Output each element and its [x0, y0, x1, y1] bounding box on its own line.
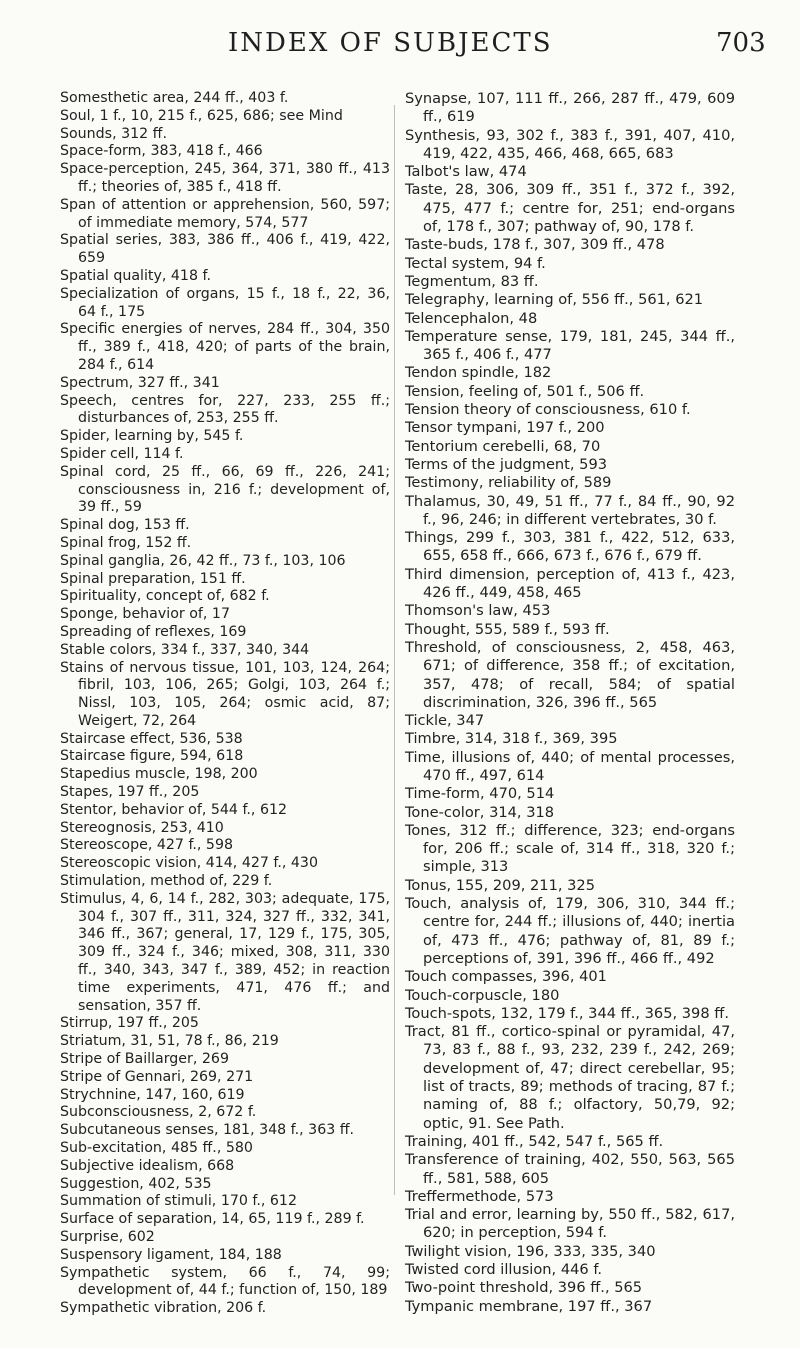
index-entry: Surprise, 602	[60, 1229, 155, 1245]
index-entry: Tectal system, 94 f.	[405, 254, 546, 272]
index-entry: Taste-buds, 178 f., 307, 309 ff., 478	[405, 236, 665, 254]
index-entry: Tensor tympani, 197 f., 200	[405, 419, 605, 437]
index-entry: Specific energies of nerves, 284 ff., 304, 350 ff., 389 f., 418, 420; of parts of the brain, 284 f., 614	[60, 321, 390, 373]
index-entry: Tones, 312 ff.; difference, 323; end-organs for, 206 ff.; scale of, 314 ff., 318, 320 f.; simple, 313	[405, 821, 735, 876]
index-entry: Space-perception, 245, 364, 371, 380 ff., 413 ff.; theories of, 385 f., 418 ff.	[60, 161, 390, 195]
index-entry: Touch-corpuscle, 180	[405, 986, 560, 1004]
index-entry: Tone-color, 314, 318	[405, 803, 555, 821]
index-column-left	[60, 90, 390, 1318]
index-entry: Two-point threshold, 396 ff., 565	[405, 1279, 643, 1297]
page-header	[0, 28, 800, 68]
index-entry: Somesthetic area, 244 ff., 403 f.	[60, 90, 289, 106]
index-entry: Summation of stimuli, 170 f., 612	[60, 1193, 297, 1210]
index-entry: Stereoscope, 427 f., 598	[60, 837, 234, 854]
index-entry: Spatial series, 383, 386 ff., 406 f., 419, 422, 659	[60, 232, 390, 267]
index-entry: Tendon spindle, 182	[405, 364, 552, 382]
index-entry: Touch, analysis of, 179, 306, 310, 344 ff.; centre for, 244 ff.; illusions of, 440; inertia of, 473 ff., 476; pathway of, 81, 89 f.; perceptions of, 391, 396 ff., 466 ff., 492	[405, 895, 735, 967]
index-entry: Spectrum, 327 ff., 341	[60, 374, 220, 391]
index-entry: Tegmentum, 83 ff.	[405, 272, 539, 290]
index-entry: Threshold, of consciousness, 2, 458, 463, 671; of difference, 358 ff.; of excitation, 357, 478; of recall, 584; of spatial discrimination, 326, 396 ff., 565	[405, 638, 735, 711]
index-entry: Stimulus, 4, 6, 14 f., 282, 303; adequate, 175, 304 f., 307 ff., 311, 324, 327 ff., 332, 341, 346 ff., 367; general, 17, 129 f., 175, 305, 309 ff., 324 f., 346; mixed, 308, 311, 330 ff., 340, 343, 347 f., 389, 452; in reaction time experiments, 471, 476 ff.; and sensation, 357 ff.	[60, 890, 390, 1014]
index-entry: Stripe of Baillarger, 269	[60, 1051, 229, 1068]
index-entry: Trial and error, learning by, 550 ff., 582, 617, 620; in perception, 594 f.	[405, 1206, 735, 1242]
index-entry: Strychnine, 147, 160, 619	[60, 1086, 245, 1103]
index-entry: Stable colors, 334 f., 337, 340, 344	[60, 641, 310, 658]
index-entry: Talbot's law, 474	[405, 163, 527, 181]
index-entry: Things, 299 f., 303, 381 f., 422, 512, 633, 655, 658 ff., 666, 673 f., 676 f., 679 ff.	[405, 529, 735, 565]
running-title: INDEX OF SUBJECTS	[228, 28, 553, 58]
index-entry: Synthesis, 93, 302 f., 383 f., 391, 407, 410, 419, 422, 435, 466, 468, 665, 683	[405, 126, 735, 162]
index-entry: Tract, 81 ff., cortico-spinal or pyramidal, 47, 73, 83 f., 88 f., 93, 232, 239 f., 242, 269; development of, 47; direct cerebellar, 95; list of tracts, 89; methods of tracing, 87 f.; naming of, 88 f.; olfactory, 50,79, 92; optic, 91. See Path.	[405, 1023, 735, 1132]
index-entry: Staircase effect, 536, 538	[60, 730, 243, 747]
index-entry: Striatum, 31, 51, 78 f., 86, 219	[60, 1033, 279, 1050]
index-entry: Tympanic membrane, 197 ff., 367	[405, 1297, 653, 1315]
index-entry: Stains of nervous tissue, 101, 103, 124, 264; fibril, 103, 106, 265; Golgi, 103, 264 f.; Nissl, 103, 105, 264; osmic acid, 87; Weigert, 72, 264	[60, 659, 390, 729]
index-entry: Stripe of Gennari, 269, 271	[60, 1068, 254, 1085]
index-entry: Surface of separation, 14, 65, 119 f., 289 f.	[60, 1211, 365, 1228]
index-entry: Twilight vision, 196, 333, 335, 340	[405, 1242, 656, 1260]
index-entry: Touch compasses, 396, 401	[405, 968, 607, 986]
index-entry: Spinal ganglia, 26, 42 ff., 73 f., 103, 106	[60, 552, 346, 569]
index-entry: Telegraphy, learning of, 556 ff., 561, 621	[405, 291, 704, 309]
index-entry: Suggestion, 402, 535	[60, 1175, 212, 1192]
index-entry: Space-form, 383, 418 f., 466	[60, 143, 263, 160]
index-entry: Stentor, behavior of, 544 f., 612	[60, 801, 288, 818]
index-entry: Specialization of organs, 15 f., 18 f., 22, 36, 64 f., 175	[60, 285, 390, 320]
index-entry: Subcutaneous senses, 181, 348 f., 363 ff.	[60, 1122, 355, 1139]
index-entry: Thought, 555, 589 f., 593 ff.	[405, 620, 610, 638]
index-entry: Stimulation, method of, 229 f.	[60, 873, 273, 890]
index-entry: Stirrup, 197 ff., 205	[60, 1015, 199, 1032]
index-entry: Suspensory ligament, 184, 188	[60, 1246, 282, 1263]
page-number: 703	[716, 28, 766, 58]
index-entry: Synapse, 107, 111 ff., 266, 287 ff., 479, 609 ff., 619	[405, 90, 735, 126]
index-entry: Third dimension, perception of, 413 f., 423, 426 ff., 449, 458, 465	[405, 565, 735, 602]
index-entry: Tension, feeling of, 501 f., 506 ff.	[405, 382, 645, 400]
index-entry: Spinal preparation, 151 ff.	[60, 570, 246, 587]
index-entry: Spinal dog, 153 ff.	[60, 517, 190, 534]
index-entry: Tonus, 155, 209, 211, 325	[405, 876, 595, 894]
index-entry: Speech, centres for, 227, 233, 255 ff.; disturbances of, 253, 255 ff.	[60, 392, 390, 427]
index-entry: Transference of training, 402, 550, 563, 565 ff., 581, 588, 605	[405, 1151, 735, 1187]
index-entry: Subconsciousness, 2, 672 f.	[60, 1104, 257, 1121]
index-entry: Sympathetic vibration, 206 f.	[60, 1300, 267, 1317]
index-entry: Stapes, 197 ff., 205	[60, 784, 200, 801]
column-divider	[394, 105, 395, 1195]
index-entry: Sponge, behavior of, 17	[60, 606, 230, 623]
index-entry: Thalamus, 30, 49, 51 ff., 77 f., 84 ff., 90, 92 f., 96, 246; in different vertebrates, 30 f.	[405, 492, 735, 528]
index-entry: Soul, 1 f., 10, 215 f., 625, 686; see Mind	[60, 107, 343, 124]
index-entry: Spinal cord, 25 ff., 66, 69 ff., 226, 241; consciousness in, 216 f.; development of, 39 ff., 59	[60, 463, 390, 516]
index-entry: Time, illusions of, 440; of mental processes, 470 ff., 497, 614	[405, 748, 735, 784]
index-entry: Testimony, reliability of, 589	[405, 474, 612, 492]
index-entry: Temperature sense, 179, 181, 245, 344 ff., 365 f., 406 f., 477	[405, 327, 735, 364]
index-entry: Spinal frog, 152 ff.	[60, 534, 192, 551]
index-entry: Span of attention or apprehension, 560, 597; of immediate memory, 574, 577	[60, 196, 390, 231]
index-entry: Stapedius muscle, 198, 200	[60, 766, 258, 783]
index-entry: Sounds, 312 ff.	[60, 125, 167, 142]
index-entry: Twisted cord illusion, 446 f.	[405, 1261, 603, 1278]
index-entry: Time-form, 470, 514	[405, 785, 555, 803]
index-entry: Terms of the judgment, 593	[405, 455, 608, 473]
index-entry: Spider cell, 114 f.	[60, 445, 184, 462]
index-entry: Tickle, 347	[405, 712, 485, 730]
index-entry: Tension theory of consciousness, 610 f.	[405, 401, 691, 419]
index-entry: Telencephalon, 48	[405, 309, 538, 327]
index-entry: Spatial quality, 418 f.	[60, 267, 211, 284]
index-entry: Treffermethode, 573	[405, 1187, 554, 1205]
index-entry: Timbre, 314, 318 f., 369, 395	[405, 730, 618, 748]
index-entry: Staircase figure, 594, 618	[60, 748, 244, 765]
index-entry: Spider, learning by, 545 f.	[60, 428, 244, 445]
index-entry: Taste, 28, 306, 309 ff., 351 f., 372 f., 392, 475, 477 f.; centre for, 251; end-organs of, 178 f., 307; pathway of, 90, 178 f.	[405, 181, 735, 236]
index-entry: Touch-spots, 132, 179 f., 344 ff., 365, 398 ff.	[405, 1004, 729, 1022]
index-entry: Subjective idealism, 668	[60, 1157, 235, 1174]
index-entry: Sympathetic system, 66 f., 74, 99; development of, 44 f.; function of, 150, 189	[60, 1264, 390, 1299]
index-column-right	[405, 90, 735, 1316]
index-entry: Thomson's law, 453	[405, 602, 551, 620]
index-entry: Stereognosis, 253, 410	[60, 819, 224, 836]
index-entry: Spirituality, concept of, 682 f.	[60, 588, 270, 605]
index-entry: Tentorium cerebelli, 68, 70	[405, 437, 601, 455]
index-entry: Training, 401 ff., 542, 547 f., 565 ff.	[405, 1132, 664, 1150]
index-entry: Stereoscopic vision, 414, 427 f., 430	[60, 855, 318, 872]
index-entry: Sub-excitation, 485 ff., 580	[60, 1140, 253, 1157]
index-entry: Spreading of reflexes, 169	[60, 623, 247, 640]
